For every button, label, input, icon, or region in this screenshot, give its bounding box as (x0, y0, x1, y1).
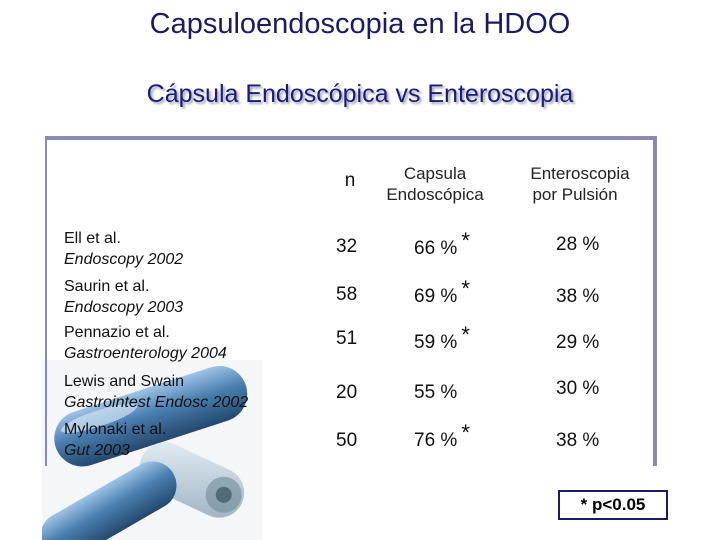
header-entero-line2: por Pulsión (532, 185, 618, 204)
header-capsula-line1: Capsula (403, 164, 467, 183)
significance-star: * (461, 228, 470, 253)
table-cell-n: 50 (336, 430, 358, 451)
significance-star: * (461, 420, 470, 445)
capsula-value: 76 % (414, 430, 458, 451)
header-n: n (344, 170, 356, 191)
table-cell-n: 20 (336, 382, 358, 403)
study-journal: Endoscopy 2003 (64, 299, 184, 316)
table-cell-capsula (414, 228, 470, 260)
study-journal: Gastrointest Endosc 2002 (64, 394, 249, 411)
capsula-value: 55 % (414, 382, 458, 403)
capsula-value: 66 % (414, 238, 458, 259)
table-cell-n: 32 (336, 236, 358, 257)
slide-title: Capsuloendoscopia en la HDOO (149, 8, 571, 40)
table-cell-entero: 29 % (556, 332, 600, 353)
table-cell-n: 51 (336, 328, 358, 349)
table-cell-n: 58 (336, 284, 358, 305)
header-capsula-line2: Endoscópica (386, 185, 484, 204)
table-row-study (64, 322, 227, 364)
capsula-value: 69 % (414, 286, 458, 307)
study-author: Ell et al. (64, 230, 121, 247)
study-author: Pennazio et al. (64, 324, 170, 341)
table-row-study (64, 228, 183, 270)
study-author: Saurin et al. (64, 278, 150, 295)
significance-footnote: * p<0.05 (558, 490, 668, 520)
table-cell-capsula (414, 276, 470, 308)
study-author: Lewis and Swain (64, 373, 185, 390)
table-cell-entero: 30 % (556, 378, 600, 399)
study-journal: Gut 2003 (64, 442, 130, 459)
slide-subtitle: Cápsula Endoscópica vs Enteroscopia (146, 80, 574, 108)
table-cell-capsula (414, 420, 470, 452)
table-cell-capsula (414, 380, 461, 404)
table-row-study (64, 276, 183, 318)
table-cell-entero: 38 % (556, 430, 600, 451)
study-author: Mylonaki et al. (64, 421, 167, 438)
table-cell-entero: 38 % (556, 286, 600, 307)
study-journal: Gastroenterology 2004 (64, 345, 227, 362)
table-row-study (64, 371, 248, 413)
study-journal: Endoscopy 2002 (64, 251, 184, 268)
capsula-value: 59 % (414, 332, 458, 353)
table-cell-entero: 28 % (556, 234, 600, 255)
header-entero-line1: Enteroscopia (530, 164, 630, 183)
table-cell-capsula (414, 322, 470, 354)
significance-star: * (461, 276, 470, 301)
significance-star: * (461, 322, 470, 347)
table-row-study (64, 419, 166, 461)
